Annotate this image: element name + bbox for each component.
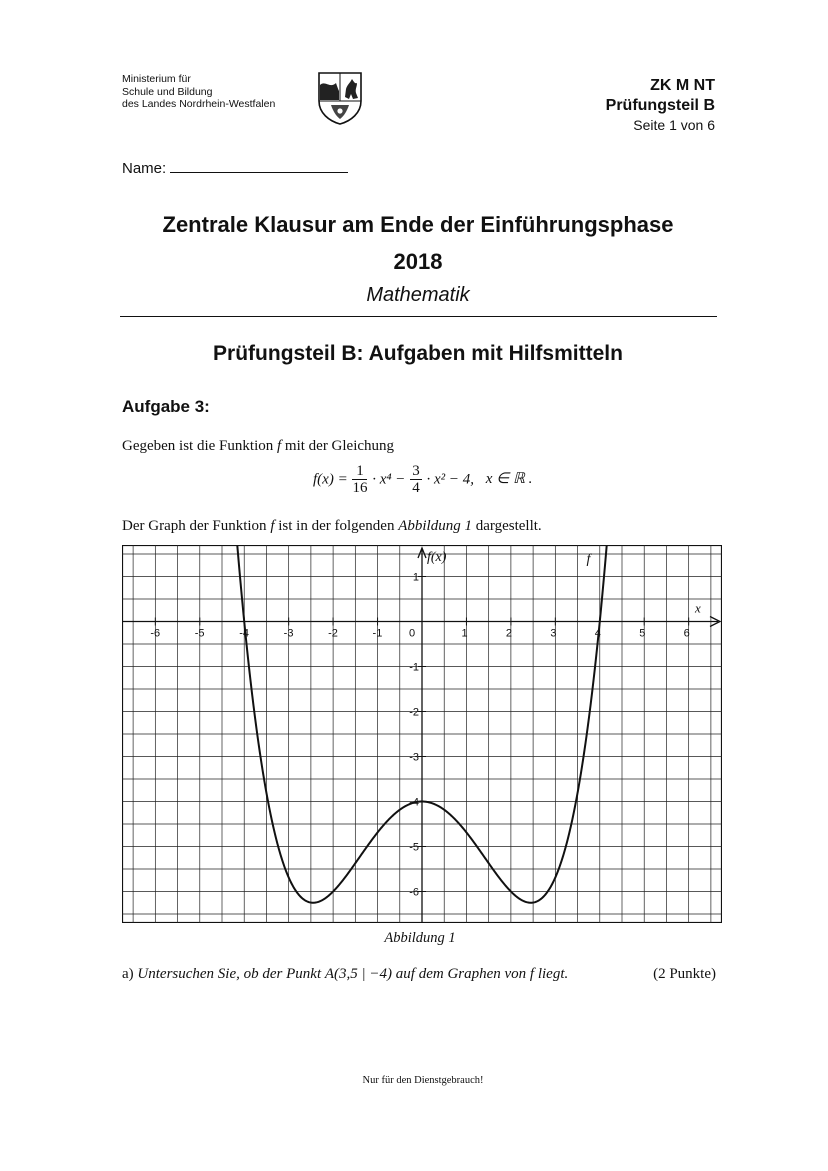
ministry-line: Ministerium für: [122, 73, 191, 85]
intro-before: Gegeben ist die Funktion: [122, 438, 274, 454]
x-tick-label: 2: [505, 627, 513, 640]
part-title: Prüfungsteil B: Aufgaben mit Hilfsmitteln: [213, 342, 623, 365]
frac1-num: 1: [352, 463, 367, 480]
y-tick-label: -6: [409, 886, 419, 899]
page-number: Seite 1 von 6: [633, 117, 715, 133]
x-tick-label: -1: [372, 627, 383, 640]
y-tick-label: -1: [409, 661, 419, 674]
question-point: A(3,5 | −4): [324, 966, 393, 982]
intro-after: mit der Gleichung: [284, 438, 395, 454]
y-axis-label: f(x): [427, 550, 447, 565]
formula-term2: · x² − 4,: [426, 471, 474, 488]
frac1-den: 16: [352, 480, 368, 496]
graph-description: [122, 518, 542, 535]
y-tick-label: -4: [409, 796, 419, 809]
ministry-line: des Landes Nordrhein-Westfalen: [122, 98, 276, 110]
x-tick-label: -4: [239, 627, 250, 640]
ministry-line: Schule und Bildung: [122, 85, 213, 98]
frac2-den: 4: [412, 480, 420, 496]
formula-domain: x ∈ ℝ .: [485, 471, 533, 488]
name-blank-line: [170, 158, 348, 173]
intro-text: [122, 438, 394, 455]
exam-code: ZK M NT: [650, 77, 715, 94]
task-title: Aufgabe 3:: [122, 397, 210, 416]
name-label: Name:: [122, 160, 167, 177]
intro-fn: f: [276, 438, 282, 454]
y-tick-label: -2: [409, 706, 419, 719]
x-tick-label: -3: [283, 627, 294, 640]
x-axis-label: x: [695, 600, 701, 616]
question-a: [122, 966, 568, 983]
question-after: auf dem Graphen von f liegt.: [395, 966, 569, 982]
x-tick-label: -2: [328, 627, 338, 640]
subject: Mathematik: [366, 284, 470, 306]
desc-before: Der Graph der Funktion: [122, 518, 267, 534]
question-label: a): [122, 966, 134, 982]
desc-after: dargestellt.: [475, 518, 542, 534]
exam-header: [606, 76, 715, 134]
fraction-one-sixteenth: [352, 463, 367, 497]
x-tick-label: 6: [683, 627, 690, 640]
question-before: Untersuchen Sie, ob der Punkt: [137, 966, 322, 982]
y-tick-label: 1: [412, 571, 419, 584]
x-tick-label: -5: [194, 627, 205, 640]
y-tick-label: -3: [409, 751, 419, 764]
footer-note: Nur für den Dienstgebrauch!: [362, 1075, 484, 1086]
desc-figure: Abbildung 1: [398, 518, 472, 534]
exam-year: 2018: [393, 249, 443, 274]
name-field: [122, 158, 348, 177]
x-tick-label: 5: [639, 627, 646, 640]
function-equation: [313, 463, 532, 497]
divider: [120, 316, 717, 317]
ministry-name: [122, 73, 275, 111]
x-tick-label: -6: [150, 627, 161, 640]
x-tick-label: 1: [461, 627, 468, 640]
fraction-three-quarters: [410, 463, 422, 497]
y-tick-label: -5: [409, 841, 419, 854]
exam-title: Zentrale Klausur am Ende der Einführungsphase: [162, 212, 674, 237]
x-tick-label: 4: [594, 627, 601, 640]
points-label: (2 Punkte): [653, 966, 716, 982]
formula-lhs: f(x) =: [313, 471, 348, 488]
desc-middle: ist in der folgenden: [278, 518, 395, 534]
x-tick-label: 0: [409, 627, 416, 640]
frac2-num: 3: [412, 463, 420, 479]
figure-caption: Abbildung 1: [384, 930, 456, 946]
curve-label: f: [586, 552, 591, 567]
function-graph: [122, 545, 722, 923]
exam-part: Prüfungsteil B: [605, 97, 715, 114]
formula-term1: · x⁴ −: [372, 471, 406, 488]
desc-fn: f: [270, 518, 275, 534]
x-tick-label: 3: [550, 627, 557, 640]
nrw-coat-of-arms-icon: [316, 71, 364, 125]
